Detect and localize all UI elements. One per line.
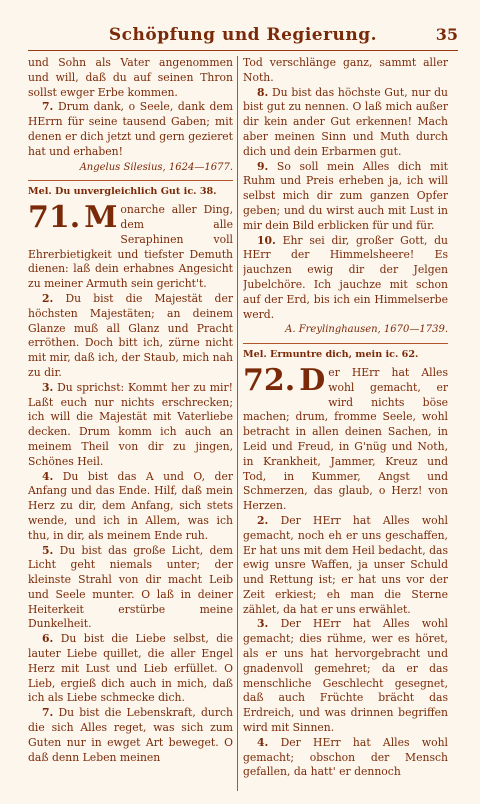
verse-text: Ehr sei dir, großer Gott, du HErr der Himmelsheere! Es jauchzen ewig dir der Jelgen Jubelchöre. Ich jauchze mit schon auf der Erd, bis ich ein Himmelserbe werd.	[243, 233, 448, 321]
verse-number: 6.	[42, 632, 54, 646]
verse-number: 5.	[42, 543, 54, 557]
verse-2	[243, 514, 448, 618]
melody-line: Mel. Ermuntre dich, mein ic. 62.	[243, 349, 419, 361]
verse-number: 2.	[257, 513, 269, 527]
hymn-separator	[243, 343, 448, 344]
hymn-author: Angelus Silesius, 1624—1677.	[79, 161, 233, 173]
verse-text: Der HErr hat Alles wohl gemacht; obschon der Mensch gefallen, da hatt' er dennoch	[243, 735, 448, 779]
continued-verse: und Sohn als Vater angenommen und will, daß du auf seinen Thron sollst ewger Erbe kommen.	[28, 56, 233, 99]
verse-number: 7.	[42, 100, 54, 114]
verse-text: So soll mein Alles dich mit Ruhm und Preis erheben ja, ich will selbst mich dir zum ganzen Opfer geben; und du wirst auch mit Lust in mir dein Bild erblicken für und für.	[243, 159, 448, 232]
hymn-72-verse-1	[243, 362, 448, 514]
page-title: Schöpfung und Regierung.	[108, 25, 378, 45]
right-column	[243, 56, 448, 791]
hymn-separator	[28, 180, 233, 181]
verse-text: Du sprichst: Kommt her zu mir! Laßt euch nur nichts erschrecken; ich will die Majestät mit Vaterliebe decken. Drum komm ich auch an meinem Theil von dir zu jingen, Schönes Heil.	[28, 380, 233, 468]
verse-text: er HErr hat Alles wohl gemacht, er wird nichts böse machen; drum, fromme Seele, wohl betracht in allen deinen Sachen, in Leid und Freud, in G'nüg und Noth, in Krankheit, Jammer, Kreuz und Tod, in Kummer, Angst und Schmerzen, das glaub, o Herz! von Herzen.	[243, 365, 448, 513]
verse-text: Du bist die Liebe selbst, die lauter Liebe quillet, die aller Engel Herz mit Lust und Lieb erfüllet. O Lieb, ergieß dich auch in mich, daß ich als Liebe schmecke dich.	[28, 632, 233, 705]
verse-number: 4.	[42, 469, 54, 483]
verse-number: 10.	[257, 233, 276, 247]
hymn-71-verse-1	[28, 200, 233, 292]
verse-text: Du bist das A und O, der Anfang und das Ende. Hilf, daß mein Herz zu dir, dem Anfang, sich stets wende, und ich in Allem, was ich thu, in dir, als meinem Ende ruh.	[28, 469, 233, 542]
verse-2	[28, 292, 233, 381]
verse-number: 9.	[257, 159, 269, 173]
verse-number: 3.	[42, 380, 54, 394]
verse-10	[243, 234, 448, 323]
drop-capital: D	[299, 362, 326, 398]
verse-7	[28, 100, 233, 159]
verse-3	[28, 381, 233, 470]
verse-text: Der HErr hat Alles wohl gemacht; dies rühme, wer es höret, als er uns hat hervorgebracht und gnadenvoll gemehret; da er das menschliche Geschlecht gesegnet, daß auch Früchte brächt das Erdreich, und was drinnen begriffen wird mit Sinnen.	[243, 617, 448, 735]
hymn-author: A. Freylinghausen, 1670—1739.	[285, 324, 448, 336]
verse-7	[28, 706, 233, 765]
verse-4	[243, 736, 448, 780]
verse-text: Du bist das große Licht, dem Licht geht niemals unter; der kleinste Strahl von dir macht Leib und Seele munter. O laß in deiner Heiterkeit erstürbe meine Dunkelheit.	[28, 543, 233, 631]
verse-6	[28, 632, 233, 706]
hymn-number: 71.	[28, 200, 81, 236]
left-column	[28, 56, 233, 791]
verse-text: Du bist die Majestät der höchsten Majestäten; an deinem Glanze muß all Glanz und Pracht erröthen. Doch bitt ich, zürne nicht mit mir, daß ich, der Staub, mich nah zu dir.	[28, 291, 233, 379]
verse-text: onarche aller Ding, dem alle Seraphinen voll Ehrerbietigkeit und tiefster Demuth dienen: laß dein erhabnes Angesicht zu meiner Armuth sein gericht't.	[28, 203, 233, 291]
verse-number: 3.	[257, 617, 269, 631]
verse-9	[243, 160, 448, 234]
verse-number: 2.	[42, 291, 54, 305]
page-header	[28, 22, 458, 51]
verse-text: Der HErr hat Alles wohl gemacht, noch eh er uns geschaffen, Er hat uns mit dem Heil bedacht, das ewig unsre Waffen, ja unser Schuld und Rettung ist; er hat uns vor der Zeit erkiest; eh man die Sterne zählet, da hat er uns erwählet.	[243, 513, 448, 616]
verse-number: 4.	[257, 735, 269, 749]
verse-3	[243, 617, 448, 735]
page-number: 35	[435, 25, 458, 44]
verse-text: Du bist das höchste Gut, nur du bist gut zu nennen. O laß mich außer dir kein ander Gut erkennen! Mach aber meinen Sinn und Muth durch dich und dein Erbarmen gut.	[243, 85, 448, 158]
verse-5	[28, 544, 233, 633]
verse-4	[28, 470, 233, 544]
verse-number: 7.	[42, 706, 54, 720]
melody-line: Mel. Du unvergleichlich Gut ic. 38.	[28, 186, 217, 198]
verse-8	[243, 86, 448, 160]
verse-text: Drum dank, o Seele, dank dem HErrn für seine tausend Gaben; mit denen er dich jetzt und gern gezieret hat und erhaben!	[28, 100, 233, 158]
drop-capital: M	[84, 200, 118, 236]
verse-number: 8.	[257, 85, 269, 99]
verse-text: Du bist die Lebenskraft, durch die sich Alles reget, was sich zum Guten nur in ewget Art beweget. O daß denn Leben meinen	[28, 706, 233, 764]
column-divider	[237, 56, 238, 791]
hymn-number: 72.	[243, 362, 296, 398]
continued-verse: Tod verschlänge ganz, sammt aller Noth.	[243, 56, 448, 84]
